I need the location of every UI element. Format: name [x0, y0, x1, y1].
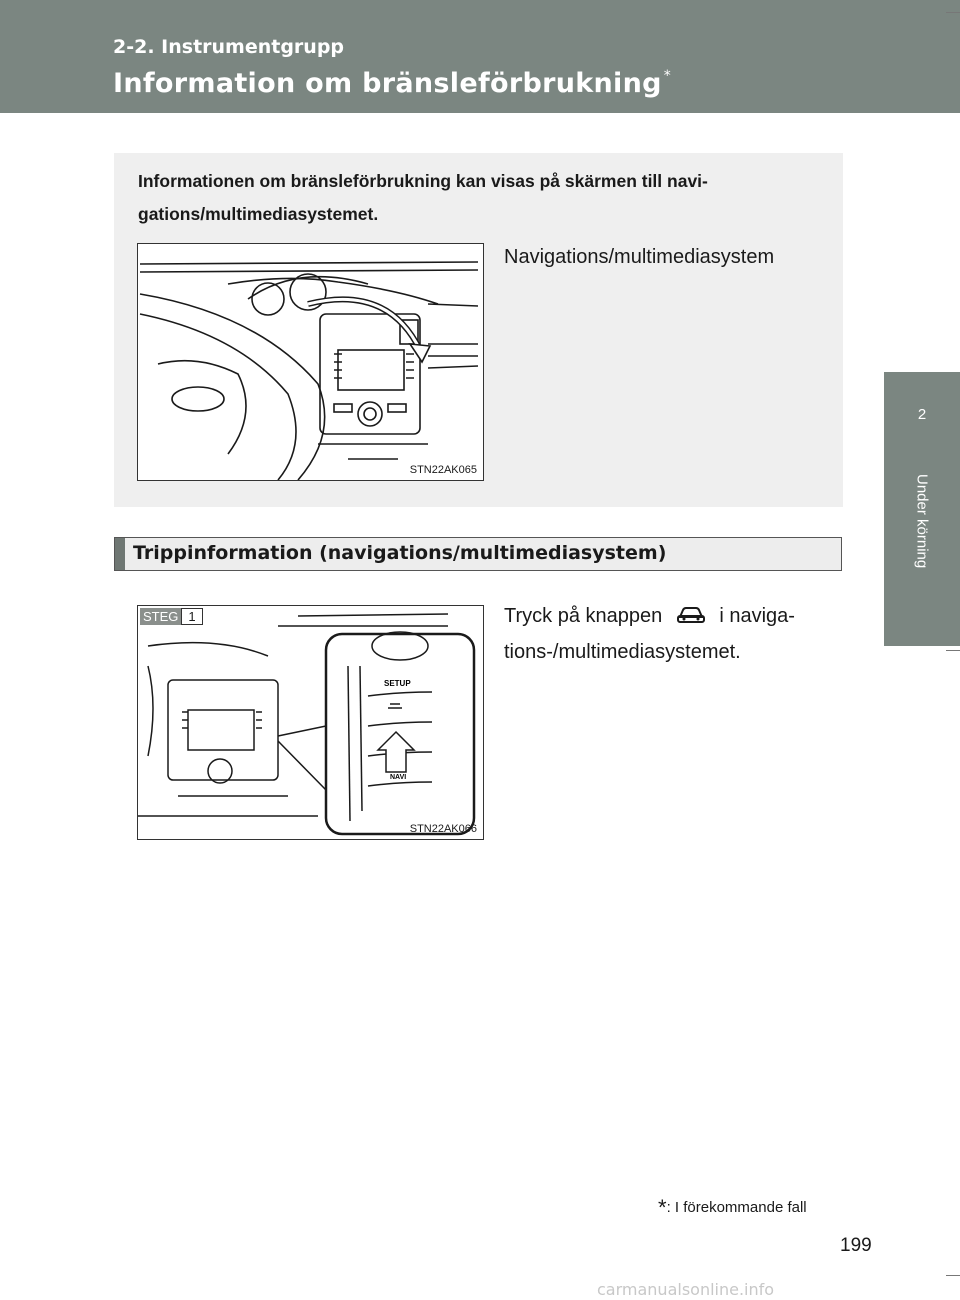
intro-text: Informationen om bränsleförbrukning kan visas på skärmen till navi-gations/multimediasystemet. — [138, 171, 708, 224]
step-badge — [140, 608, 203, 625]
heading-bar — [115, 538, 125, 570]
figure-code: STN22AK066 — [409, 823, 477, 835]
setup-label: SETUP — [384, 679, 411, 688]
crop-mark — [946, 650, 960, 651]
crop-mark — [946, 1275, 960, 1276]
crop-mark — [946, 12, 960, 13]
button-illustration — [138, 606, 483, 839]
chapter-tab-label: Under körning — [913, 474, 931, 569]
figure-code: STN22AK065 — [409, 464, 477, 476]
chapter-header — [0, 0, 960, 113]
intro-callout: Navigations/multimediasystem — [504, 246, 775, 268]
page-number: 199 — [840, 1235, 872, 1256]
section-heading-text: Trippinformation (navigations/multimediasystem) — [133, 542, 667, 564]
step-number: 1 — [181, 608, 202, 625]
chapter-tab — [884, 372, 960, 466]
dashboard-figure — [137, 243, 484, 481]
page-title — [113, 68, 671, 99]
title-asterisk: * — [663, 68, 672, 84]
chapter-tab-label-area — [884, 466, 960, 646]
navi-label: NAVI — [390, 774, 407, 781]
dashboard-illustration — [138, 244, 483, 480]
step-label: STEG — [140, 608, 181, 625]
instruction-after: i naviga-tions-/multimediasystemet. — [504, 605, 795, 663]
section-heading — [114, 537, 842, 571]
step-instruction — [504, 598, 830, 670]
watermark: carmanualsonline.info — [597, 1280, 775, 1299]
section-label: 2-2. Instrumentgrupp — [113, 36, 345, 58]
car-icon — [676, 605, 706, 625]
footnote — [658, 1195, 807, 1221]
footnote-text: : I förekommande fall — [666, 1199, 807, 1216]
footnote-asterisk: * — [658, 1195, 667, 1220]
page-title-text: Information om bränsleförbrukning — [113, 68, 662, 99]
button-figure — [137, 605, 484, 840]
instruction-before: Tryck på knappen — [504, 605, 663, 627]
chapter-tab-number: 2 — [917, 406, 927, 423]
